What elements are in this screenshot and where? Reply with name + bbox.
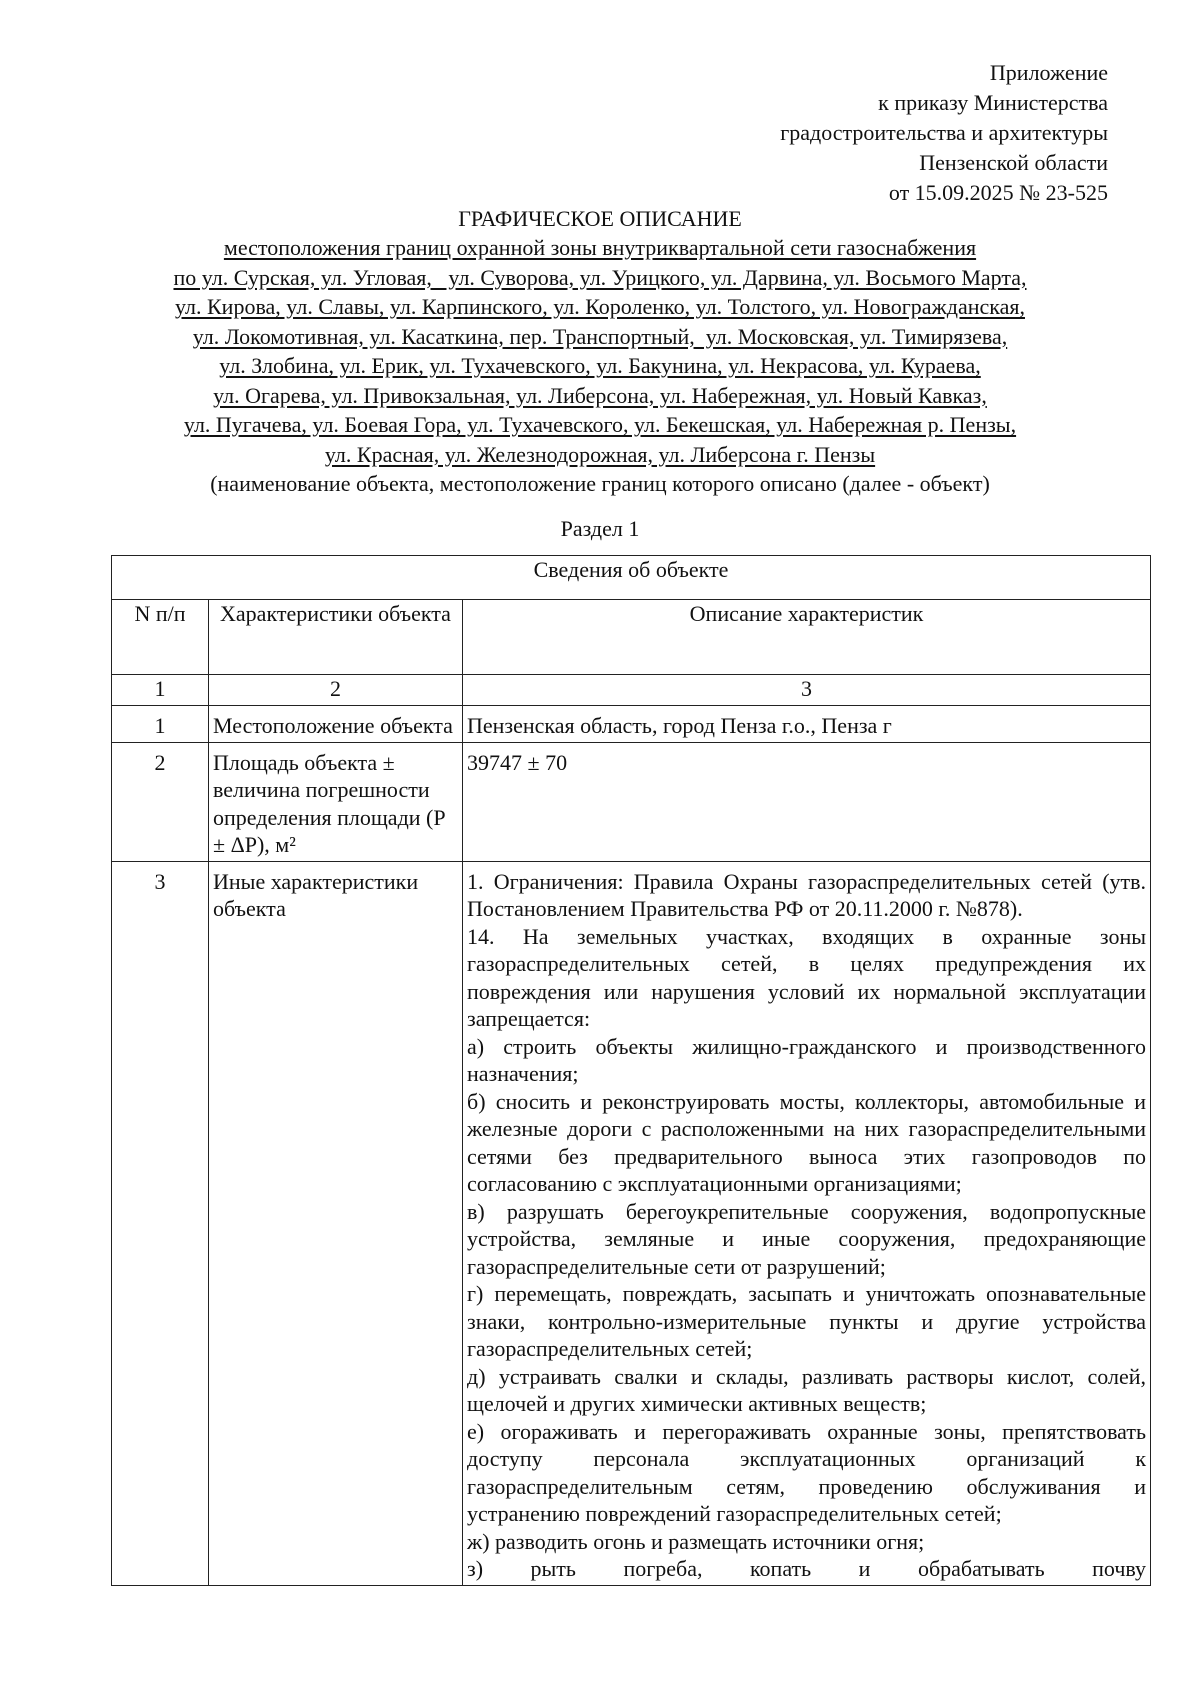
appendix-line: Приложение xyxy=(989,60,1108,85)
object-line: ул. Огарева, ул. Привокзальная, ул. Либерсона, ул. Набережная, ул. Новый Кавказ, xyxy=(213,382,987,408)
object-line: ул. Кирова, ул. Славы, ул. Карпинского, ул. Короленко, ул. Толстого, ул. Новогражданская, xyxy=(174,294,1025,319)
table-row xyxy=(112,742,1151,861)
row-characteristic: Местоположение объекта xyxy=(209,706,463,743)
row-number: 2 xyxy=(112,742,209,861)
row-characteristic: Иные характеристики объекта xyxy=(209,861,463,1585)
object-line: местоположения границ охранной зоны внутриквартальной сети газоснабжения xyxy=(223,235,977,260)
restriction-paragraph: 1. Ограничения: Правила Охраны газораспределительных сетей (утв. Постановлением Правительства РФ от 20.11.2000 г. №878). xyxy=(467,868,1147,921)
restriction-paragraph: ж) разводить огонь и размещать источники огня; xyxy=(467,1528,925,1554)
table-row xyxy=(112,706,1151,743)
object-line: ул. Локомотивная, ул. Касаткина, пер. Транспортный, ул. Московская, ул. Тимирязева, xyxy=(192,323,1008,349)
appendix-order-date: от 15.09.2025 № 23-525 xyxy=(888,180,1108,205)
restriction-paragraph: а) строить объекты жилищно-гражданского и производственного назначения; xyxy=(467,1033,1147,1086)
object-description xyxy=(60,233,1140,499)
column-number: 3 xyxy=(463,675,1151,706)
object-line: ул. Красная, ул. Железнодорожная, ул. Либерсона г. Пензы xyxy=(324,441,876,467)
row-value: 39747 ± 70 xyxy=(463,742,1151,861)
header-number: N п/п xyxy=(112,600,209,675)
object-info-table xyxy=(111,555,1151,1586)
restriction-paragraph: б) сносить и реконструировать мосты, коллекторы, автомобильные и железные дороги с расположенными на них газораспределительными сетями без предварительного выноса этих газопроводов по согласованию с эксплуатационными организациями; xyxy=(467,1088,1147,1196)
header-description: Описание характеристик xyxy=(463,600,1151,675)
object-note: (наименование объекта, местоположение границ которого описано (далее - объект) xyxy=(210,471,990,496)
table-row xyxy=(112,861,1151,1585)
row-value-restrictions xyxy=(463,861,1151,1585)
appendix-line: к приказу Министерства xyxy=(878,90,1108,115)
appendix-header xyxy=(780,58,1108,208)
document-title: ГРАФИЧЕСКОЕ ОПИСАНИЕ xyxy=(458,206,742,231)
row-characteristic: Площадь объекта ± величина погрешности определения площади (P ± ΔP), м² xyxy=(209,742,463,861)
object-line: ул. Пугачева, ул. Боевая Гора, ул. Тухачевского, ул. Бекешская, ул. Набережная р. Пензы, xyxy=(183,412,1017,437)
appendix-line: Пензенской области xyxy=(919,150,1108,175)
restriction-paragraph: е) огораживать и перегораживать охранные зоны, препятствовать доступу персонала эксплуатационных организаций к газораспределительным сетям, проведению обслуживания и устранению повреждений газораспределительных сетей; xyxy=(467,1418,1147,1526)
appendix-line: градостроительства и архитектуры xyxy=(780,120,1108,145)
object-line: ул. Злобина, ул. Ерик, ул. Тухачевского, ул. Бакунина, ул. Некрасова, ул. Кураева, xyxy=(219,353,981,378)
object-line: по ул. Сурская, ул. Угловая, ул. Суворова, ул. Урицкого, ул. Дарвина, ул. Восьмого Марта, xyxy=(173,264,1027,290)
row-number: 1 xyxy=(112,706,209,743)
row-number: 3 xyxy=(112,861,209,1585)
restriction-paragraph: 14. На земельных участках, входящих в охранные зоны газораспределительных сетей, в целях предупреждения их повреждения или нарушения условий их нормальной эксплуатации запрещается: xyxy=(467,923,1147,1031)
restriction-paragraph: г) перемещать, повреждать, засыпать и уничтожать опознавательные знаки, контрольно-измерительные пункты и другие устройства газораспределительных сетей; xyxy=(467,1281,1147,1361)
restriction-paragraph: з) рыть погреба, копать и обрабатывать почву xyxy=(467,1556,1147,1581)
column-number: 1 xyxy=(112,675,209,706)
header-characteristics: Характеристики объекта xyxy=(209,600,463,675)
restriction-paragraph: д) устраивать свалки и склады, разливать растворы кислот, солей, щелочей и других химически активных веществ; xyxy=(467,1363,1147,1416)
column-number: 2 xyxy=(209,675,463,706)
restriction-paragraph: в) разрушать берегоукрепительные сооружения, водопропускные устройства, земляные и иные сооружения, предохраняющие газораспределительные сети от разрушений; xyxy=(467,1198,1147,1279)
row-value: Пензенская область, город Пенза г.о., Пенза г xyxy=(463,706,1151,743)
table-caption: Сведения об объекте xyxy=(112,556,1151,600)
section-title: Раздел 1 xyxy=(560,516,640,541)
